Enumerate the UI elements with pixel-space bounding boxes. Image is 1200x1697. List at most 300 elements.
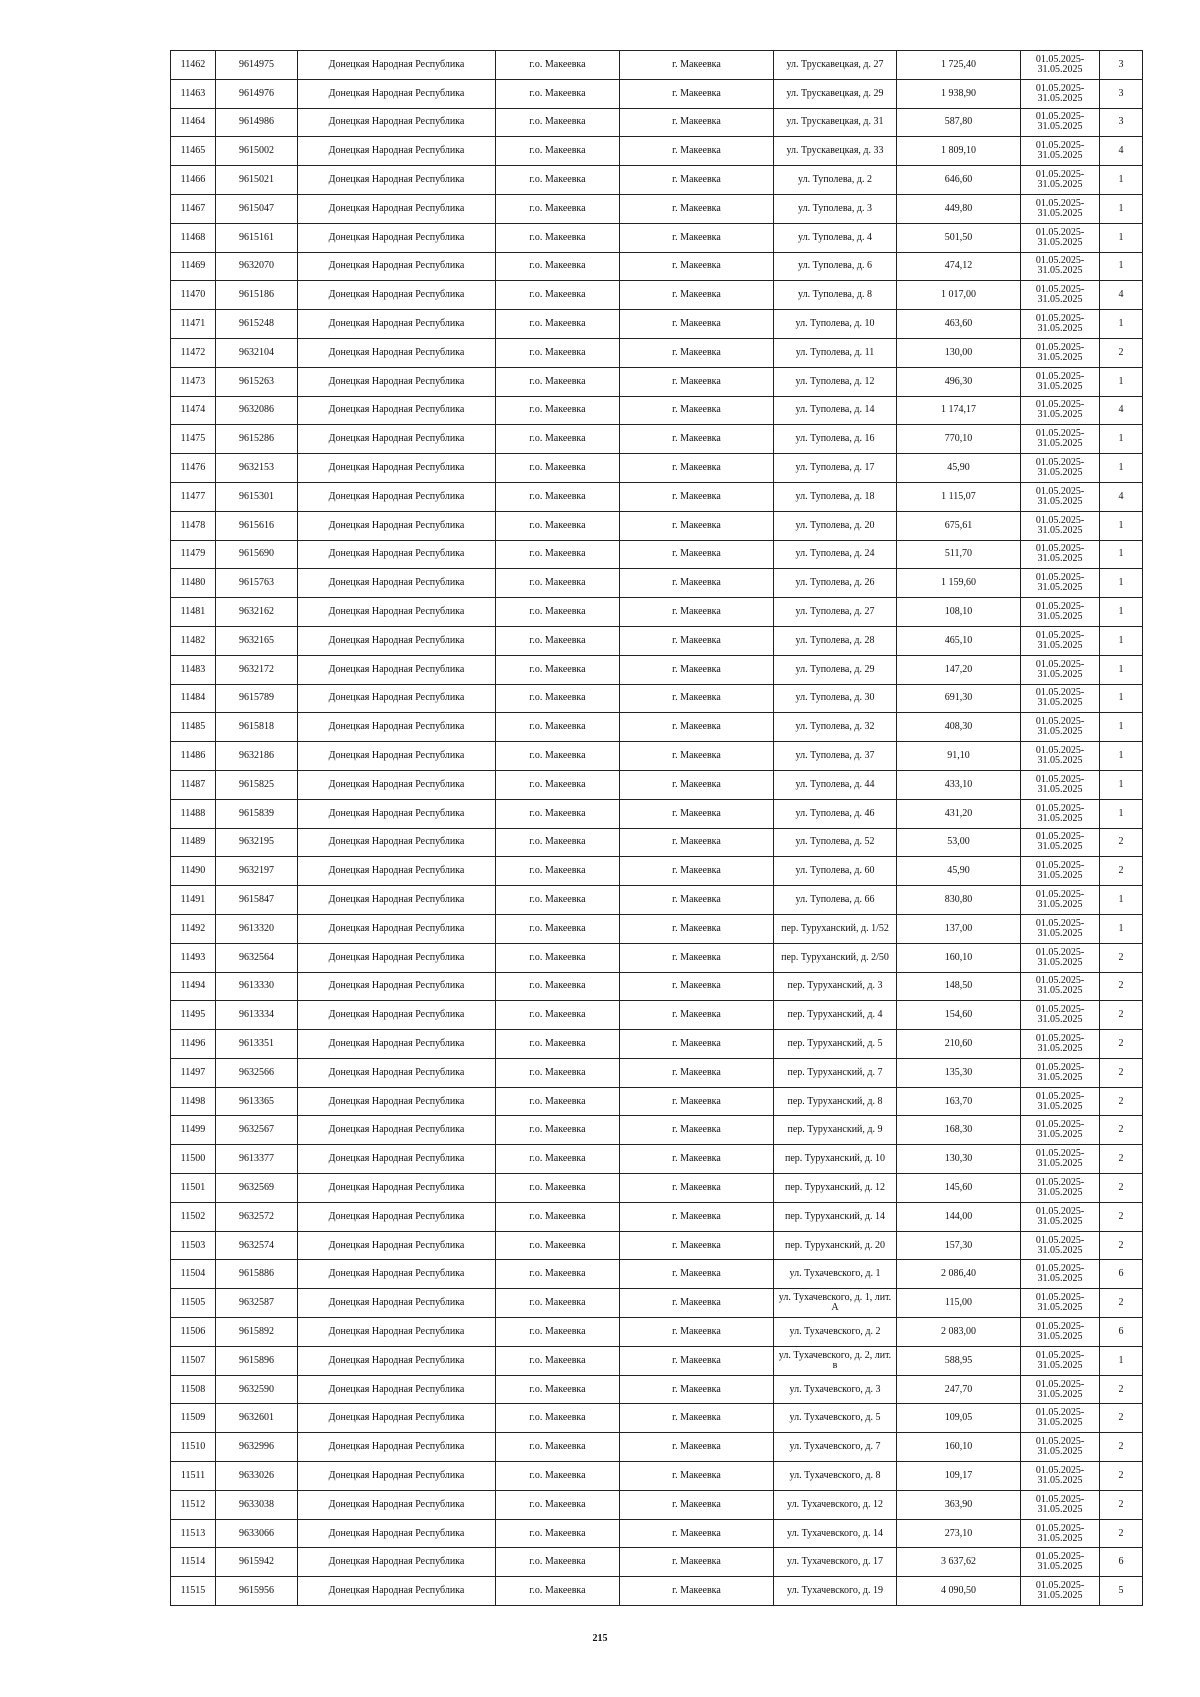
city-cell: г. Макеевка: [620, 1260, 774, 1289]
category-cell: 2: [1100, 1087, 1143, 1116]
category-cell: 2: [1100, 1433, 1143, 1462]
address-cell: ул. Тухачевского, д. 17: [774, 1548, 897, 1577]
table-row: [171, 598, 1143, 627]
address-cell: ул. Туполева, д. 28: [774, 626, 897, 655]
city-cell: г. Макеевка: [620, 1490, 774, 1519]
row-number-cell: 11478: [171, 511, 216, 540]
region-cell: Донецкая Народная Республика: [298, 626, 496, 655]
period-cell: 01.05.2025-31.05.2025: [1021, 1519, 1100, 1548]
category-cell: 1: [1100, 914, 1143, 943]
row-number-cell: 11473: [171, 367, 216, 396]
row-number-cell: 11469: [171, 252, 216, 281]
object-code-cell: 9632601: [216, 1404, 298, 1433]
area-cell: 273,10: [897, 1519, 1021, 1548]
period-cell: 01.05.2025-31.05.2025: [1021, 194, 1100, 223]
address-cell: пер. Туруханский, д. 7: [774, 1058, 897, 1087]
address-cell: ул. Туполева, д. 17: [774, 454, 897, 483]
area-cell: 45,90: [897, 857, 1021, 886]
period-cell: 01.05.2025-31.05.2025: [1021, 137, 1100, 166]
area-cell: 587,80: [897, 108, 1021, 137]
row-number-cell: 11491: [171, 886, 216, 915]
row-number-cell: 11512: [171, 1490, 216, 1519]
object-code-cell: 9615818: [216, 713, 298, 742]
category-cell: 1: [1100, 569, 1143, 598]
district-cell: г.о. Макеевка: [496, 886, 620, 915]
period-cell: 01.05.2025-31.05.2025: [1021, 914, 1100, 943]
table-row: [171, 1490, 1143, 1519]
row-number-cell: 11508: [171, 1375, 216, 1404]
period-cell: 01.05.2025-31.05.2025: [1021, 310, 1100, 339]
object-code-cell: 9615047: [216, 194, 298, 223]
area-cell: 109,17: [897, 1462, 1021, 1491]
address-cell: ул. Туполева, д. 44: [774, 770, 897, 799]
district-cell: г.о. Макеевка: [496, 770, 620, 799]
object-code-cell: 9614975: [216, 51, 298, 80]
address-cell: ул. Туполева, д. 8: [774, 281, 897, 310]
city-cell: г. Макеевка: [620, 1289, 774, 1318]
city-cell: г. Макеевка: [620, 1318, 774, 1347]
object-code-cell: 9614976: [216, 79, 298, 108]
period-cell: 01.05.2025-31.05.2025: [1021, 1231, 1100, 1260]
category-cell: 2: [1100, 1174, 1143, 1203]
period-cell: 01.05.2025-31.05.2025: [1021, 1289, 1100, 1318]
city-cell: г. Макеевка: [620, 1087, 774, 1116]
table-row: [171, 1231, 1143, 1260]
area-cell: 160,10: [897, 1433, 1021, 1462]
category-cell: 2: [1100, 857, 1143, 886]
table-row: [171, 511, 1143, 540]
category-cell: 2: [1100, 338, 1143, 367]
category-cell: 1: [1100, 626, 1143, 655]
area-cell: 137,00: [897, 914, 1021, 943]
period-cell: 01.05.2025-31.05.2025: [1021, 1346, 1100, 1375]
address-cell: пер. Туруханский, д. 12: [774, 1174, 897, 1203]
region-cell: Донецкая Народная Республика: [298, 511, 496, 540]
object-code-cell: 9615886: [216, 1260, 298, 1289]
city-cell: г. Макеевка: [620, 223, 774, 252]
city-cell: г. Макеевка: [620, 310, 774, 339]
row-number-cell: 11514: [171, 1548, 216, 1577]
object-code-cell: 9615263: [216, 367, 298, 396]
table-row: [171, 857, 1143, 886]
category-cell: 1: [1100, 799, 1143, 828]
row-number-cell: 11494: [171, 972, 216, 1001]
city-cell: г. Макеевка: [620, 943, 774, 972]
area-cell: 675,61: [897, 511, 1021, 540]
period-cell: 01.05.2025-31.05.2025: [1021, 1462, 1100, 1491]
table-row: [171, 194, 1143, 223]
object-code-cell: 9615690: [216, 540, 298, 569]
region-cell: Донецкая Народная Республика: [298, 367, 496, 396]
district-cell: г.о. Макеевка: [496, 1058, 620, 1087]
district-cell: г.о. Макеевка: [496, 1577, 620, 1606]
period-cell: 01.05.2025-31.05.2025: [1021, 1058, 1100, 1087]
table-row: [171, 1375, 1143, 1404]
city-cell: г. Макеевка: [620, 137, 774, 166]
region-cell: Донецкая Народная Республика: [298, 828, 496, 857]
object-code-cell: 9632162: [216, 598, 298, 627]
object-code-cell: 9615956: [216, 1577, 298, 1606]
district-cell: г.о. Макеевка: [496, 1548, 620, 1577]
address-cell: ул. Туполева, д. 18: [774, 482, 897, 511]
row-number-cell: 11474: [171, 396, 216, 425]
area-cell: 168,30: [897, 1116, 1021, 1145]
address-cell: ул. Туполева, д. 16: [774, 425, 897, 454]
address-cell: ул. Туполева, д. 29: [774, 655, 897, 684]
period-cell: 01.05.2025-31.05.2025: [1021, 166, 1100, 195]
region-cell: Донецкая Народная Республика: [298, 166, 496, 195]
city-cell: г. Макеевка: [620, 1231, 774, 1260]
period-cell: 01.05.2025-31.05.2025: [1021, 454, 1100, 483]
area-cell: 154,60: [897, 1001, 1021, 1030]
region-cell: Донецкая Народная Республика: [298, 310, 496, 339]
city-cell: г. Макеевка: [620, 972, 774, 1001]
region-cell: Донецкая Народная Республика: [298, 137, 496, 166]
object-code-cell: 9632086: [216, 396, 298, 425]
region-cell: Донецкая Народная Республика: [298, 425, 496, 454]
table-row: [171, 137, 1143, 166]
city-cell: г. Макеевка: [620, 828, 774, 857]
region-cell: Донецкая Народная Республика: [298, 223, 496, 252]
page-number: 215: [592, 1633, 608, 1644]
area-cell: 3 637,62: [897, 1548, 1021, 1577]
category-cell: 1: [1100, 1346, 1143, 1375]
row-number-cell: 11462: [171, 51, 216, 80]
category-cell: 2: [1100, 1375, 1143, 1404]
address-cell: ул. Туполева, д. 10: [774, 310, 897, 339]
row-number-cell: 11490: [171, 857, 216, 886]
district-cell: г.о. Макеевка: [496, 1289, 620, 1318]
category-cell: 6: [1100, 1548, 1143, 1577]
city-cell: г. Макеевка: [620, 108, 774, 137]
address-cell: ул. Трускавецкая, д. 29: [774, 79, 897, 108]
district-cell: г.о. Макеевка: [496, 943, 620, 972]
area-cell: 474,12: [897, 252, 1021, 281]
table-row: [171, 1116, 1143, 1145]
area-cell: 1 725,40: [897, 51, 1021, 80]
district-cell: г.о. Макеевка: [496, 223, 620, 252]
object-code-cell: 9632153: [216, 454, 298, 483]
city-cell: г. Макеевка: [620, 79, 774, 108]
period-cell: 01.05.2025-31.05.2025: [1021, 1001, 1100, 1030]
period-cell: 01.05.2025-31.05.2025: [1021, 482, 1100, 511]
table-row: [171, 655, 1143, 684]
object-code-cell: 9633026: [216, 1462, 298, 1491]
period-cell: 01.05.2025-31.05.2025: [1021, 569, 1100, 598]
row-number-cell: 11471: [171, 310, 216, 339]
period-cell: 01.05.2025-31.05.2025: [1021, 626, 1100, 655]
address-cell: ул. Туполева, д. 20: [774, 511, 897, 540]
category-cell: 6: [1100, 1260, 1143, 1289]
category-cell: 1: [1100, 511, 1143, 540]
row-number-cell: 11504: [171, 1260, 216, 1289]
district-cell: г.о. Макеевка: [496, 1116, 620, 1145]
object-code-cell: 9613330: [216, 972, 298, 1001]
district-cell: г.о. Макеевка: [496, 1519, 620, 1548]
region-cell: Донецкая Народная Республика: [298, 108, 496, 137]
district-cell: г.о. Макеевка: [496, 1001, 620, 1030]
period-cell: 01.05.2025-31.05.2025: [1021, 1490, 1100, 1519]
row-number-cell: 11495: [171, 1001, 216, 1030]
object-code-cell: 9632572: [216, 1202, 298, 1231]
row-number-cell: 11509: [171, 1404, 216, 1433]
region-cell: Донецкая Народная Республика: [298, 194, 496, 223]
category-cell: 4: [1100, 396, 1143, 425]
category-cell: 2: [1100, 1030, 1143, 1059]
address-cell: ул. Тухачевского, д. 12: [774, 1490, 897, 1519]
area-cell: 2 086,40: [897, 1260, 1021, 1289]
district-cell: г.о. Макеевка: [496, 1145, 620, 1174]
category-cell: 2: [1100, 1231, 1143, 1260]
period-cell: 01.05.2025-31.05.2025: [1021, 943, 1100, 972]
area-cell: 145,60: [897, 1174, 1021, 1203]
object-code-cell: 9613377: [216, 1145, 298, 1174]
row-number-cell: 11481: [171, 598, 216, 627]
area-cell: 135,30: [897, 1058, 1021, 1087]
address-cell: ул. Трускавецкая, д. 31: [774, 108, 897, 137]
area-cell: 588,95: [897, 1346, 1021, 1375]
city-cell: г. Макеевка: [620, 857, 774, 886]
object-code-cell: 9613365: [216, 1087, 298, 1116]
city-cell: г. Макеевка: [620, 1375, 774, 1404]
district-cell: г.о. Макеевка: [496, 1375, 620, 1404]
category-cell: 1: [1100, 223, 1143, 252]
object-code-cell: 9632195: [216, 828, 298, 857]
category-cell: 2: [1100, 1058, 1143, 1087]
city-cell: г. Макеевка: [620, 338, 774, 367]
city-cell: г. Макеевка: [620, 684, 774, 713]
period-cell: 01.05.2025-31.05.2025: [1021, 1318, 1100, 1347]
address-cell: ул. Тухачевского, д. 2: [774, 1318, 897, 1347]
object-code-cell: 9613334: [216, 1001, 298, 1030]
district-cell: г.о. Макеевка: [496, 1231, 620, 1260]
table-row: [171, 943, 1143, 972]
region-cell: Донецкая Народная Республика: [298, 1462, 496, 1491]
table-row: [171, 79, 1143, 108]
period-cell: 01.05.2025-31.05.2025: [1021, 1404, 1100, 1433]
region-cell: Донецкая Народная Республика: [298, 569, 496, 598]
city-cell: г. Макеевка: [620, 194, 774, 223]
address-cell: пер. Туруханский, д. 4: [774, 1001, 897, 1030]
area-cell: 91,10: [897, 742, 1021, 771]
region-cell: Донецкая Народная Республика: [298, 252, 496, 281]
address-cell: ул. Тухачевского, д. 3: [774, 1375, 897, 1404]
city-cell: г. Макеевка: [620, 713, 774, 742]
category-cell: 6: [1100, 1318, 1143, 1347]
period-cell: 01.05.2025-31.05.2025: [1021, 713, 1100, 742]
area-cell: 130,00: [897, 338, 1021, 367]
row-number-cell: 11482: [171, 626, 216, 655]
district-cell: г.о. Макеевка: [496, 914, 620, 943]
category-cell: 1: [1100, 598, 1143, 627]
region-cell: Донецкая Народная Республика: [298, 454, 496, 483]
table-row: [171, 1462, 1143, 1491]
area-cell: 1 174,17: [897, 396, 1021, 425]
address-cell: ул. Туполева, д. 32: [774, 713, 897, 742]
district-cell: г.о. Макеевка: [496, 1202, 620, 1231]
period-cell: 01.05.2025-31.05.2025: [1021, 598, 1100, 627]
region-cell: Донецкая Народная Республика: [298, 799, 496, 828]
area-cell: 109,05: [897, 1404, 1021, 1433]
address-cell: ул. Тухачевского, д. 2, лит. в: [774, 1346, 897, 1375]
object-code-cell: 9632566: [216, 1058, 298, 1087]
address-cell: ул. Тухачевского, д. 5: [774, 1404, 897, 1433]
district-cell: г.о. Макеевка: [496, 137, 620, 166]
table-row: [171, 281, 1143, 310]
area-cell: 148,50: [897, 972, 1021, 1001]
period-cell: 01.05.2025-31.05.2025: [1021, 1174, 1100, 1203]
area-cell: 147,20: [897, 655, 1021, 684]
table-row: [171, 1548, 1143, 1577]
object-code-cell: 9632186: [216, 742, 298, 771]
area-cell: 115,00: [897, 1289, 1021, 1318]
category-cell: 1: [1100, 742, 1143, 771]
table-row: [171, 1001, 1143, 1030]
area-cell: 830,80: [897, 886, 1021, 915]
table-row: [171, 914, 1143, 943]
period-cell: 01.05.2025-31.05.2025: [1021, 252, 1100, 281]
area-cell: 160,10: [897, 943, 1021, 972]
object-code-cell: 9615186: [216, 281, 298, 310]
city-cell: г. Макеевка: [620, 1404, 774, 1433]
period-cell: 01.05.2025-31.05.2025: [1021, 396, 1100, 425]
area-cell: 501,50: [897, 223, 1021, 252]
area-cell: 449,80: [897, 194, 1021, 223]
region-cell: Донецкая Народная Республика: [298, 1519, 496, 1548]
address-cell: пер. Туруханский, д. 20: [774, 1231, 897, 1260]
object-code-cell: 9632197: [216, 857, 298, 886]
district-cell: г.о. Макеевка: [496, 799, 620, 828]
region-cell: Донецкая Народная Республика: [298, 1577, 496, 1606]
district-cell: г.о. Макеевка: [496, 79, 620, 108]
city-cell: г. Макеевка: [620, 1174, 774, 1203]
period-cell: 01.05.2025-31.05.2025: [1021, 540, 1100, 569]
region-cell: Донецкая Народная Республика: [298, 1346, 496, 1375]
district-cell: г.о. Макеевка: [496, 1462, 620, 1491]
category-cell: 3: [1100, 51, 1143, 80]
category-cell: 1: [1100, 194, 1143, 223]
table-row: [171, 1404, 1143, 1433]
period-cell: 01.05.2025-31.05.2025: [1021, 886, 1100, 915]
row-number-cell: 11475: [171, 425, 216, 454]
city-cell: г. Макеевка: [620, 367, 774, 396]
category-cell: 1: [1100, 252, 1143, 281]
period-cell: 01.05.2025-31.05.2025: [1021, 425, 1100, 454]
category-cell: 2: [1100, 972, 1143, 1001]
address-cell: ул. Туполева, д. 12: [774, 367, 897, 396]
address-cell: ул. Туполева, д. 52: [774, 828, 897, 857]
region-cell: Донецкая Народная Республика: [298, 281, 496, 310]
object-code-cell: 9632165: [216, 626, 298, 655]
category-cell: 1: [1100, 166, 1143, 195]
row-number-cell: 11484: [171, 684, 216, 713]
district-cell: г.о. Макеевка: [496, 1030, 620, 1059]
city-cell: г. Макеевка: [620, 1548, 774, 1577]
object-code-cell: 9615847: [216, 886, 298, 915]
city-cell: г. Макеевка: [620, 51, 774, 80]
category-cell: 1: [1100, 425, 1143, 454]
period-cell: 01.05.2025-31.05.2025: [1021, 281, 1100, 310]
table-row: [171, 310, 1143, 339]
area-cell: 157,30: [897, 1231, 1021, 1260]
region-cell: Донецкая Народная Республика: [298, 1375, 496, 1404]
period-cell: 01.05.2025-31.05.2025: [1021, 223, 1100, 252]
area-cell: 130,30: [897, 1145, 1021, 1174]
region-cell: Донецкая Народная Республика: [298, 1318, 496, 1347]
category-cell: 2: [1100, 1519, 1143, 1548]
object-code-cell: 9615286: [216, 425, 298, 454]
row-number-cell: 11501: [171, 1174, 216, 1203]
row-number-cell: 11476: [171, 454, 216, 483]
object-code-cell: 9632587: [216, 1289, 298, 1318]
table-row: [171, 166, 1143, 195]
district-cell: г.о. Макеевка: [496, 598, 620, 627]
area-cell: 1 809,10: [897, 137, 1021, 166]
city-cell: г. Макеевка: [620, 1145, 774, 1174]
category-cell: 1: [1100, 713, 1143, 742]
area-cell: 1 159,60: [897, 569, 1021, 598]
city-cell: г. Макеевка: [620, 511, 774, 540]
table-row: [171, 454, 1143, 483]
address-cell: пер. Туруханский, д. 14: [774, 1202, 897, 1231]
row-number-cell: 11485: [171, 713, 216, 742]
object-code-cell: 9613351: [216, 1030, 298, 1059]
row-number-cell: 11503: [171, 1231, 216, 1260]
city-cell: г. Макеевка: [620, 799, 774, 828]
region-cell: Донецкая Народная Республика: [298, 1087, 496, 1116]
city-cell: г. Макеевка: [620, 1346, 774, 1375]
city-cell: г. Макеевка: [620, 540, 774, 569]
row-number-cell: 11505: [171, 1289, 216, 1318]
table-row: [171, 770, 1143, 799]
region-cell: Донецкая Народная Республика: [298, 1260, 496, 1289]
district-cell: г.о. Макеевка: [496, 482, 620, 511]
object-code-cell: 9632172: [216, 655, 298, 684]
object-code-cell: 9632567: [216, 1116, 298, 1145]
row-number-cell: 11493: [171, 943, 216, 972]
period-cell: 01.05.2025-31.05.2025: [1021, 972, 1100, 1001]
city-cell: г. Макеевка: [620, 396, 774, 425]
row-number-cell: 11465: [171, 137, 216, 166]
address-cell: ул. Туполева, д. 46: [774, 799, 897, 828]
area-cell: 770,10: [897, 425, 1021, 454]
district-cell: г.о. Макеевка: [496, 742, 620, 771]
city-cell: г. Макеевка: [620, 1116, 774, 1145]
row-number-cell: 11499: [171, 1116, 216, 1145]
category-cell: 1: [1100, 367, 1143, 396]
object-code-cell: 9633038: [216, 1490, 298, 1519]
district-cell: г.о. Макеевка: [496, 1490, 620, 1519]
district-cell: г.о. Макеевка: [496, 655, 620, 684]
category-cell: 1: [1100, 310, 1143, 339]
period-cell: 01.05.2025-31.05.2025: [1021, 51, 1100, 80]
row-number-cell: 11467: [171, 194, 216, 223]
table-row: [171, 252, 1143, 281]
object-code-cell: 9615825: [216, 770, 298, 799]
district-cell: г.о. Макеевка: [496, 1346, 620, 1375]
row-number-cell: 11483: [171, 655, 216, 684]
object-code-cell: 9632590: [216, 1375, 298, 1404]
region-cell: Донецкая Народная Республика: [298, 972, 496, 1001]
object-code-cell: 9615002: [216, 137, 298, 166]
object-code-cell: 9615789: [216, 684, 298, 713]
category-cell: 2: [1100, 943, 1143, 972]
table-row: [171, 1174, 1143, 1203]
address-cell: ул. Туполева, д. 14: [774, 396, 897, 425]
period-cell: 01.05.2025-31.05.2025: [1021, 1375, 1100, 1404]
address-cell: пер. Туруханский, д. 9: [774, 1116, 897, 1145]
category-cell: 1: [1100, 770, 1143, 799]
